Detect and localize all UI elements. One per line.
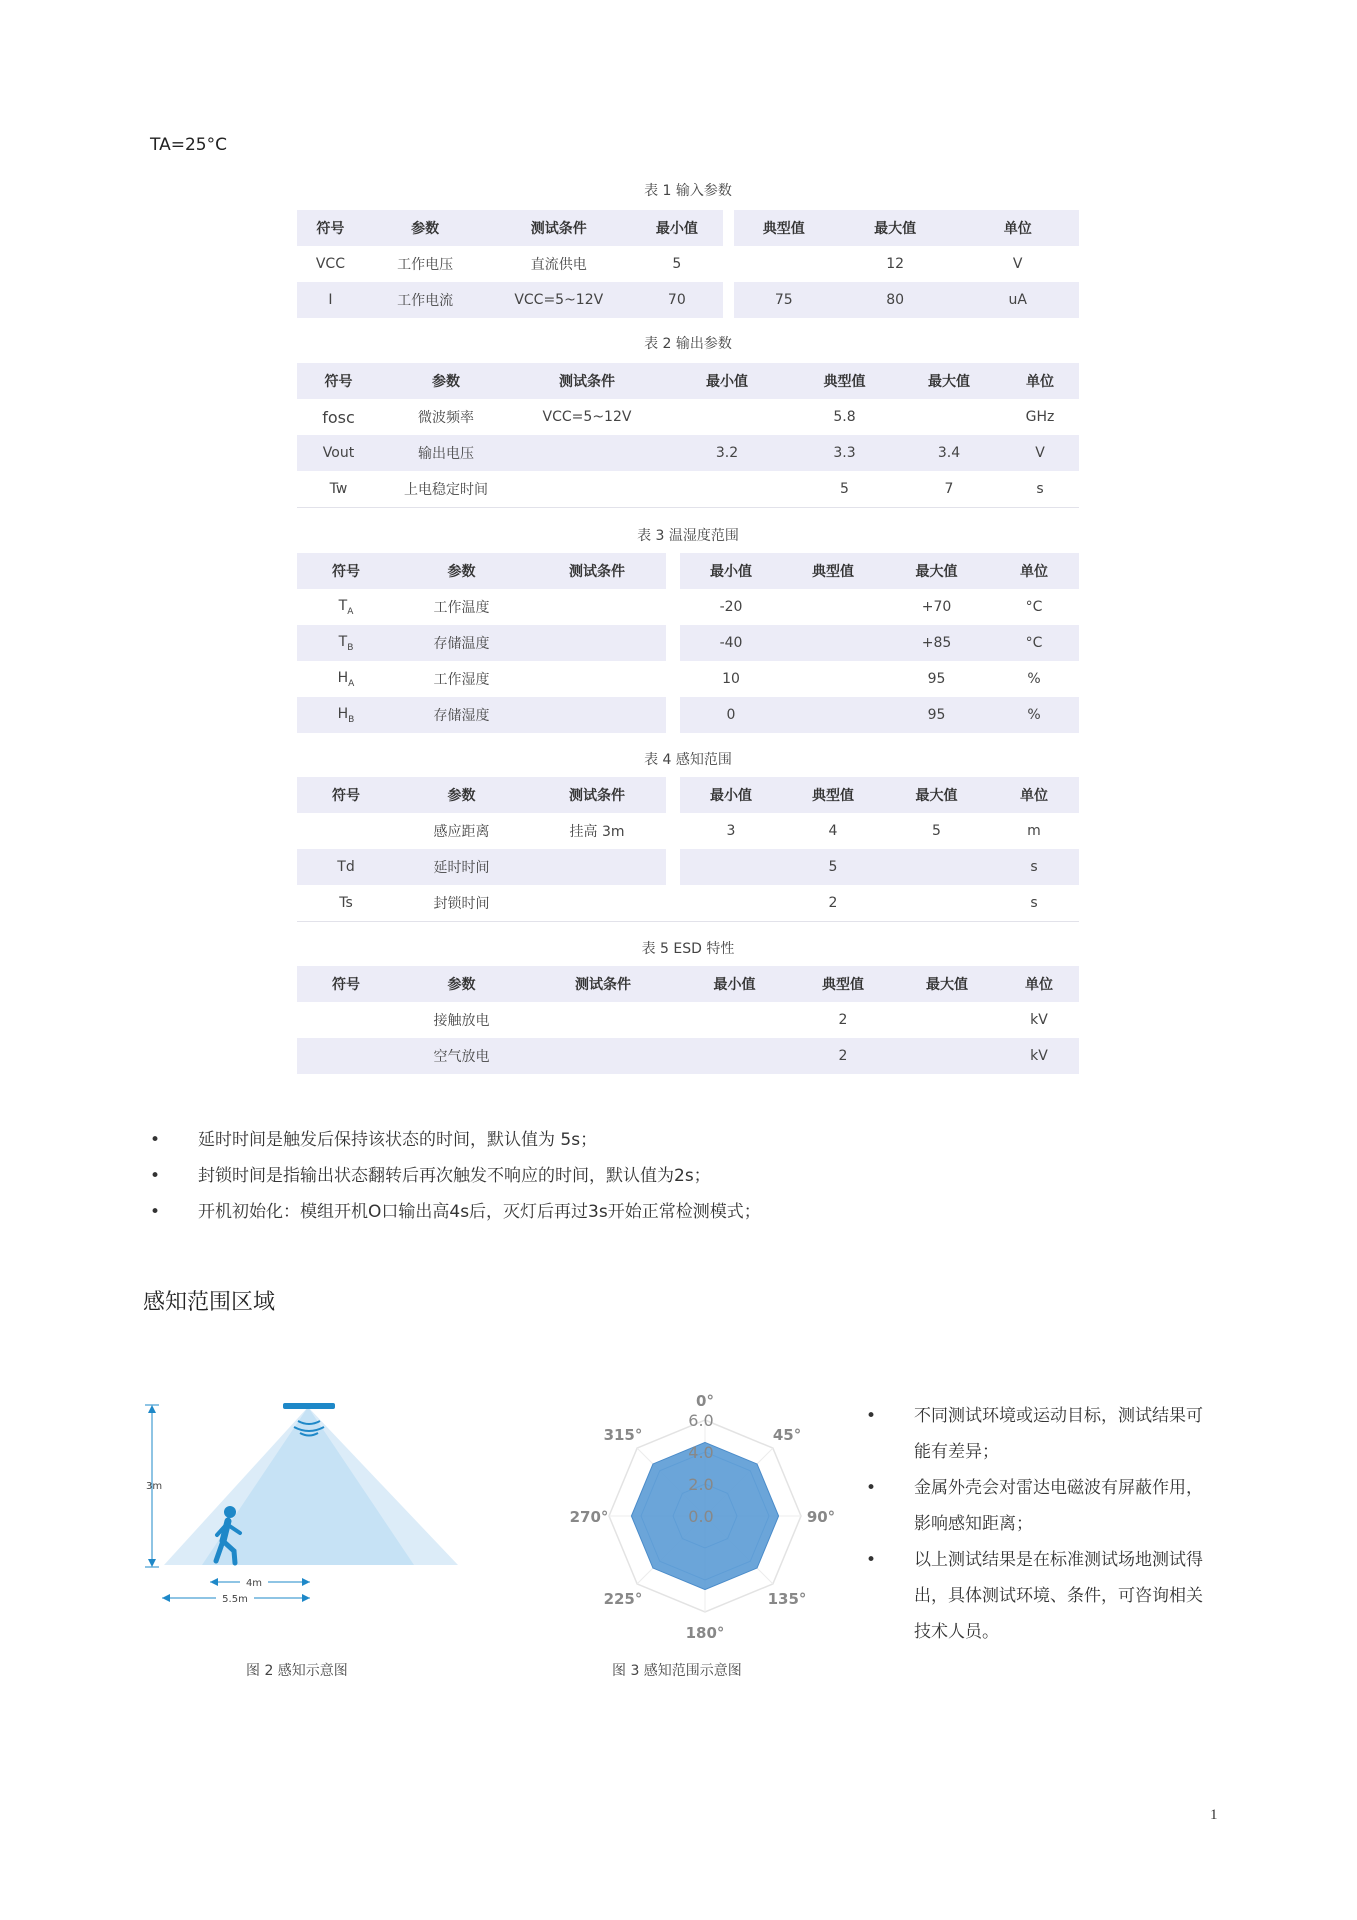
table-5-caption: 表 5 ESD 特性 [641,941,735,957]
table-header-row [297,363,1079,399]
table-cell: 上电稳定时间 [380,471,512,508]
table-cell: 10 [722,671,740,687]
table-cell [528,885,666,922]
table-cell: I [297,282,364,318]
column-gap [666,553,680,589]
bullet: • [866,1550,877,1570]
table-cell: 封锁时间 [395,885,528,922]
table-row [297,661,1079,697]
table-cell: GHz [1025,409,1055,425]
table-row [297,471,1079,508]
table-cell: Tw [297,471,380,508]
table-row [297,399,1079,435]
table-cell [680,849,782,885]
column-gap [666,849,680,885]
list-item [150,1158,761,1194]
table-2-caption: 表 2 输出参数 [644,336,732,352]
table-row [297,697,1079,733]
test-condition: TA=25°C [150,135,227,155]
table-cell [734,246,834,282]
table-cell: 3.3 [792,435,897,471]
table-cell: s [989,849,1079,885]
figure-2-caption: 图 2 感知示意图 [246,1663,348,1679]
list-item [866,1398,1216,1470]
table-cell: 0 [680,697,782,733]
table-cell: -20 [719,599,743,615]
table-cell [528,1002,678,1038]
table-cell: 4 [828,823,838,839]
table-cell [297,697,395,733]
radar-angle-label: 135° [767,1590,807,1609]
sensor-mount-icon [283,1403,335,1409]
table-cell: 挂高 3m [569,824,625,840]
table-cell [782,697,884,733]
table-cell: % [1027,671,1041,687]
table-cell: 输出电压 [380,435,512,471]
table-cell: VCC=5~12V [486,282,631,318]
radar-chart [565,1390,836,1642]
header-cell: 最大值 [897,363,1001,399]
table-4-caption: 表 4 感知范围 [644,752,732,768]
table-cell [782,625,884,661]
symbol-sub: A [347,606,354,617]
header-cell: 单位 [956,210,1079,246]
header-cell: 符号 [297,777,395,813]
table-cell [528,697,666,733]
table-cell: 95 [927,671,946,687]
table-row [297,625,1079,661]
header-cell: 参数 [380,363,512,399]
list-item [150,1122,761,1158]
table-cell: 3.2 [662,435,792,471]
list-item [150,1194,761,1230]
header-cell: 典型值 [782,777,884,813]
table-row [297,589,1079,625]
symbol-main: T [338,633,348,650]
header-cell: 单位 [1001,363,1079,399]
table-cell [297,661,395,697]
table-cell [895,1002,999,1038]
table-cell: 存储温度 [395,625,528,661]
table-cell [678,1038,791,1074]
page-number: 1 [1210,1807,1218,1823]
header-cell: 最小值 [631,210,722,246]
table-cell [297,813,395,849]
bullet: • [150,1202,161,1222]
header-cell: 最大值 [895,966,999,1002]
side-note-text: 不同测试环境或运动目标，测试结果可能有差异； [914,1406,1203,1462]
radar-angle-label: 90° [806,1508,836,1526]
header-cell: 符号 [297,553,395,589]
table-cell: 延时时间 [395,849,528,885]
note-text: 封锁时间是指输出状态翻转后再次触发不响应的时间，默认值为2s； [198,1166,711,1186]
table-row [297,282,1079,318]
header-cell: 测试条件 [512,363,662,399]
table-cell: VCC=5~12V [542,409,632,425]
header-cell: 符号 [297,363,380,399]
table-cell: V [1012,256,1023,272]
radar-angle-label: 225° [603,1590,643,1609]
table-header-row [297,553,1079,589]
column-gap [666,777,680,813]
sensing-diagram [140,1395,470,1610]
header-cell: 单位 [989,553,1079,589]
table-cell: V [1001,435,1079,471]
table-cell: 75 [734,282,834,318]
sensing-range-table [297,777,1079,922]
header-cell: 最小值 [662,363,792,399]
table-cell [662,471,792,508]
table-cell [782,589,884,625]
table-row [297,849,1079,885]
table-cell: s [989,885,1079,922]
temperature-humidity-table [297,553,1079,733]
radar-angle-label: 45° [772,1425,802,1444]
table-cell [678,1002,791,1038]
header-cell: 测试条件 [528,777,666,813]
column-gap [723,210,734,246]
radar-tick-label: 4.0 [688,1443,714,1462]
table-cell: 2 [782,885,884,922]
bullet: • [150,1166,161,1186]
table-cell [884,849,989,885]
table-cell: 直流供电 [530,257,587,273]
input-parameters-table [297,210,1079,318]
table-cell [297,1002,395,1038]
header-cell: 最小值 [680,553,782,589]
table-cell: 5 [792,471,897,508]
outer-width-label: 5.5m [222,1594,248,1605]
table-row [297,1002,1079,1038]
header-cell: 最小值 [680,777,782,813]
table-cell: +85 [884,625,989,661]
table-cell: 工作电流 [364,282,487,318]
column-gap [666,589,680,625]
section-title: 感知范围区域 [143,1290,276,1315]
table-cell [297,1038,395,1074]
table-cell [528,661,666,697]
table-row [297,813,1079,849]
radar-tick-label: 2.0 [688,1475,714,1494]
header-cell: 典型值 [792,363,897,399]
table-cell [512,471,662,508]
table-cell: 3.4 [897,435,1001,471]
table-header-row [297,210,1079,246]
table-cell: Td [297,849,395,885]
table-cell: s [1001,471,1079,508]
table-cell: 5 [932,823,941,839]
column-gap [666,813,680,849]
table-cell: Vout [297,435,380,471]
header-cell: 单位 [999,966,1079,1002]
table-cell: 12 [886,256,905,272]
header-cell: 符号 [297,210,364,246]
table-cell: 感应距离 [433,824,490,840]
list-item [866,1470,1216,1542]
table-cell: 2 [791,1038,895,1074]
radar-angle-label: 180° [685,1624,725,1642]
table-cell [297,625,395,661]
symbol-sub: A [348,678,355,689]
header-cell: 参数 [395,966,528,1002]
table-cell: 80 [834,282,957,318]
bullet: • [150,1130,161,1150]
table-cell: kV [1030,1012,1048,1028]
header-cell: 单位 [989,777,1079,813]
bullet: • [866,1478,877,1498]
table-cell [297,589,395,625]
table-cell: 5 [782,849,884,885]
header-cell: 最大值 [884,553,989,589]
table-cell: °C [1025,599,1043,615]
table-cell: 接触放电 [433,1013,490,1029]
table-row [297,885,1079,922]
radar-angle-label: 315° [603,1425,643,1444]
symbol-main: T [338,597,348,614]
table-cell: 7 [897,471,1001,508]
table-3-caption: 表 3 温湿度范围 [637,528,739,544]
header-cell: 最小值 [678,966,791,1002]
table-cell [895,1038,999,1074]
table-cell: uA [956,282,1079,318]
table-cell [662,399,792,435]
header-cell: 测试条件 [486,210,631,246]
table-row [297,1038,1079,1074]
side-note-text: 以上测试结果是在标准测试场地测试得出，具体测试环境、条件，可咨询相关技术人员。 [914,1550,1203,1642]
table-cell: -40 [680,625,782,661]
list-item [866,1542,1216,1650]
table-cell: 存储湿度 [395,697,528,733]
bullet: • [866,1406,877,1426]
table-cell: Ts [297,885,395,922]
column-gap [666,661,680,697]
radar-angle-label: 270° [569,1508,609,1526]
output-parameters-table [297,363,1079,508]
table-cell: VCC [315,256,345,272]
header-cell: 典型值 [791,966,895,1002]
header-cell: 最大值 [834,210,957,246]
table-cell: +70 [921,599,952,615]
header-cell: 最大值 [884,777,989,813]
table-1-caption: 表 1 输入参数 [644,183,732,199]
column-gap [666,885,680,922]
column-gap [666,625,680,661]
table-cell: 工作温度 [433,600,490,616]
note-text: 开机初始化：模组开机O口输出高4s后，灭灯后再过3s开始正常检测模式； [198,1202,761,1222]
table-cell: 空气放电 [395,1038,528,1074]
table-cell: 95 [884,697,989,733]
column-gap [723,282,734,318]
table-cell: m [1027,823,1041,839]
esd-table [297,966,1079,1074]
header-cell: 参数 [395,777,528,813]
side-note-text: 金属外壳会对雷达电磁波有屏蔽作用，影响感知距离； [914,1478,1203,1534]
table-cell: 70 [631,282,722,318]
table-cell [528,589,666,625]
table-cell: 微波频率 [418,410,474,426]
radar-tick-label: 0.0 [688,1507,714,1526]
inner-width-label: 4m [245,1578,263,1589]
column-gap [723,246,734,282]
table-cell: 工作湿度 [433,672,490,688]
header-cell: 参数 [364,210,487,246]
table-cell: 工作电压 [397,257,454,273]
column-gap [666,697,680,733]
table-cell [884,885,989,922]
radar-tick-label: 6.0 [688,1411,714,1430]
table-cell: fosc [322,407,355,427]
table-cell: kV [999,1038,1079,1074]
symbol-main: H [337,669,349,686]
table-cell [528,625,666,661]
note-text: 延时时间是触发后保持该状态的时间，默认值为 5s； [198,1130,598,1150]
radar-angle-label: 0° [696,1392,714,1410]
table-header-row [297,966,1079,1002]
table-cell [897,399,1001,435]
figure-3-caption: 图 3 感知范围示意图 [612,1663,742,1679]
table-cell: 3 [726,823,736,839]
table-row [297,435,1079,471]
table-cell: % [989,697,1079,733]
header-cell: 符号 [297,966,395,1002]
symbol-main: H [337,705,349,722]
symbol-sub: B [347,642,354,653]
symbol-sub: B [348,714,355,725]
table-cell: 5 [672,256,682,272]
side-notes-list [866,1398,1216,1650]
table-cell: 5.8 [833,409,856,425]
header-cell: 典型值 [734,210,834,246]
table-cell [680,885,782,922]
table-cell: 2 [838,1012,848,1028]
table-cell [528,849,666,885]
table-header-row [297,777,1079,813]
table-cell [528,1038,678,1074]
header-cell: 参数 [395,553,528,589]
header-cell: 测试条件 [528,966,678,1002]
table-row [297,246,1079,282]
header-cell: 典型值 [782,553,884,589]
table-cell: °C [989,625,1079,661]
header-cell: 测试条件 [528,553,666,589]
table-cell [512,435,662,471]
table-cell [782,661,884,697]
height-label: 3m [146,1481,163,1492]
notes-list [150,1122,761,1230]
